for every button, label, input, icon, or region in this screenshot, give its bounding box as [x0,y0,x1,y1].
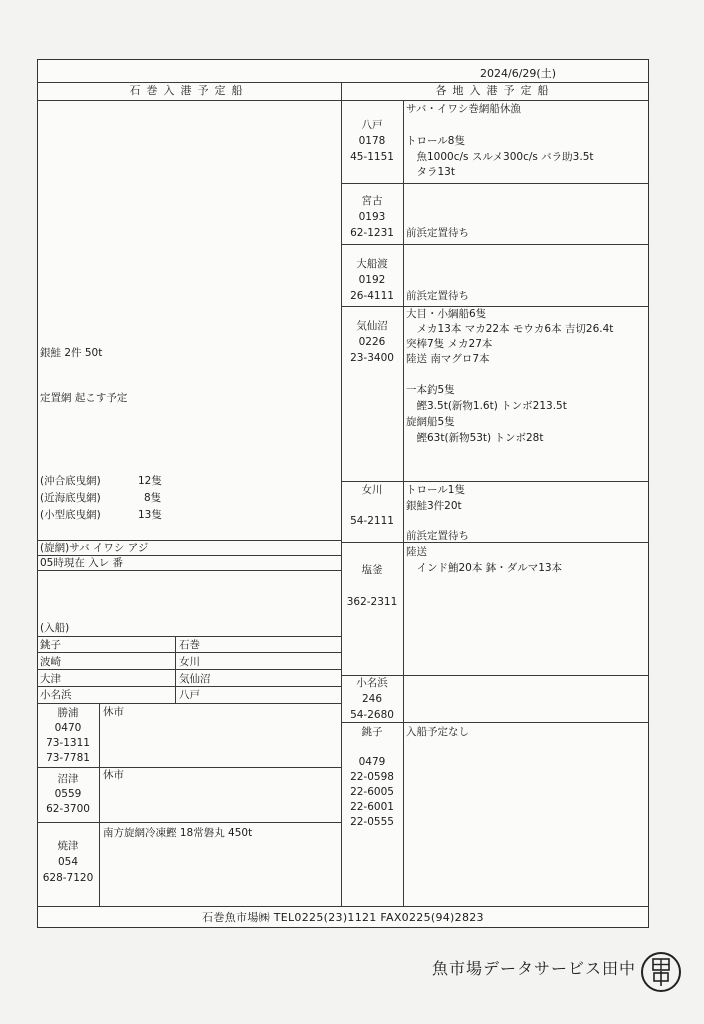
rule [37,906,649,907]
market-tel: 0470 [54,722,82,734]
teichi-line: 定置網 起こす予定 [40,392,128,404]
port-report-line: 大目・小綱船6隻 [406,308,487,320]
column-divider [403,100,404,906]
rule [341,481,649,482]
signature: 魚市場データサービス田中 [432,959,637,978]
port-cell: 大津 [40,673,61,685]
footer-contact: 石巻魚市場㈱ TEL0225(23)1121 FAX0225(94)2823 [202,911,484,924]
rule [37,669,341,670]
port-tel: 22-6005 [350,786,394,798]
rule [37,703,341,704]
rule [37,822,341,823]
port-report-line: 突棒7隻 メカ27本 [406,338,493,350]
port-report-line: 銀鮭3件20t [406,500,462,512]
port-tel: 22-0555 [350,816,394,828]
port-cell: 女川 [179,656,200,668]
port-report-line: インド鮪20本 鉢・ダルマ13本 [406,562,563,574]
port-report-line: 入船予定なし [406,726,469,738]
port-report-line: トロール1隻 [406,484,465,496]
market-name: 焼津 [57,840,79,852]
name-stamp [641,952,681,992]
port-report-line: 魚1000c/s スルメ300c/s バラ助3.5t [406,151,594,163]
column-divider [99,703,100,906]
port-report-line: 前浜定置待ち [406,290,469,302]
nyusen-label: (入船) [40,622,70,634]
port-report-line: 鰹3.5t(新物1.6t) トンボ213.5t [406,400,567,412]
stamp-seal-icon [643,954,679,990]
makiami-line: (旋網)サバ イワシ アジ [40,542,149,554]
port-cell: 銚子 [40,639,61,651]
port-report-line: 陸送 [406,546,427,558]
rule [37,767,341,768]
port-tel: 0178 [358,135,386,147]
ginsake-line: 銀鮭 2件 50t [40,347,103,359]
port-name: 八戸 [361,119,383,131]
port-name: 女川 [361,484,383,496]
market-note: 南方旋網冷凍鰹 18常磐丸 450t [103,827,253,839]
port-tel: 0226 [358,336,386,348]
port-tel: 54-2111 [350,515,394,527]
port-tel: 0479 [358,756,386,768]
rule [37,540,341,541]
port-report-line: 陸送 南マグロ7本 [406,353,490,365]
port-name: 大船渡 [356,258,388,270]
header-other-ports: 各地入港予定船 [435,84,555,97]
port-tel: 26-4111 [350,290,394,302]
header-ishinomaki: 石巻入港予定船 [129,84,249,97]
port-tel: 246 [361,693,383,705]
port-report-line: 前浜定置待ち [406,227,469,239]
port-report-line: トロール8隻 [406,135,465,147]
rule [341,675,649,676]
market-tel: 73-1311 [46,737,90,749]
port-report-line: 旋網船5隻 [406,416,455,428]
port-tel: 23-3400 [350,352,394,364]
rule [37,570,341,571]
rule [37,555,341,556]
port-report-line: タラ13t [406,166,455,178]
port-report-line: 前浜定置待ち [406,530,469,542]
port-tel: 54-2680 [350,709,394,721]
port-name: 気仙沼 [356,320,388,332]
port-report-line: 鰹63t(新物53t) トンボ28t [406,432,544,444]
rule [37,686,341,687]
port-tel: 22-0598 [350,771,394,783]
port-tel: 362-2311 [346,596,398,608]
port-name: 銚子 [361,726,383,738]
port-tel: 22-6001 [350,801,394,813]
port-name: 小名浜 [356,677,388,689]
rule [341,183,649,184]
port-cell: 八戸 [179,689,200,701]
port-cell: 石巻 [179,639,200,651]
trawl-count: 12隻 [138,475,162,487]
trawl-count: 13隻 [138,509,162,521]
market-tel: 62-3700 [46,803,90,815]
rule [37,100,649,101]
market-name: 沼津 [57,773,79,785]
port-cell: 波崎 [40,656,61,668]
rule [341,244,649,245]
trawl-count: 8隻 [144,492,162,504]
rule [37,636,341,637]
port-name: 塩釜 [361,564,383,576]
rule [341,542,649,543]
port-tel: 0192 [358,274,386,286]
market-note: 休市 [103,706,124,718]
port-tel: 45-1151 [350,151,394,163]
port-cell: 小名浜 [40,689,72,701]
port-report-line: 一本釣5隻 [406,384,455,396]
market-note: 休市 [103,769,124,781]
column-divider [175,636,176,703]
port-tel: 62-1231 [350,227,394,239]
rule [341,306,649,307]
market-tel: 0559 [54,788,82,800]
report-date: 2024/6/29(土) [480,67,556,80]
trawl-label: (小型底曳網) [40,509,101,521]
rule [37,652,341,653]
port-cell: 気仙沼 [179,673,211,685]
trawl-label: (沖合底曳網) [40,475,101,487]
port-name: 宮古 [361,195,383,207]
market-tel: 054 [57,856,79,868]
rule [341,722,649,723]
trawl-label: (近海底曳網) [40,492,101,504]
market-tel: 73-7781 [46,752,90,764]
market-name: 勝浦 [57,707,79,719]
status-line: 05時現在 入レ 番 [40,557,124,569]
market-tel: 628-7120 [42,872,94,884]
port-tel: 0193 [358,211,386,223]
port-report-line: サバ・イワシ巻網船休漁 [406,103,521,115]
port-report-line: メカ13本 マカ22本 モウカ6本 吉切26.4t [406,323,614,335]
rule [37,82,649,83]
